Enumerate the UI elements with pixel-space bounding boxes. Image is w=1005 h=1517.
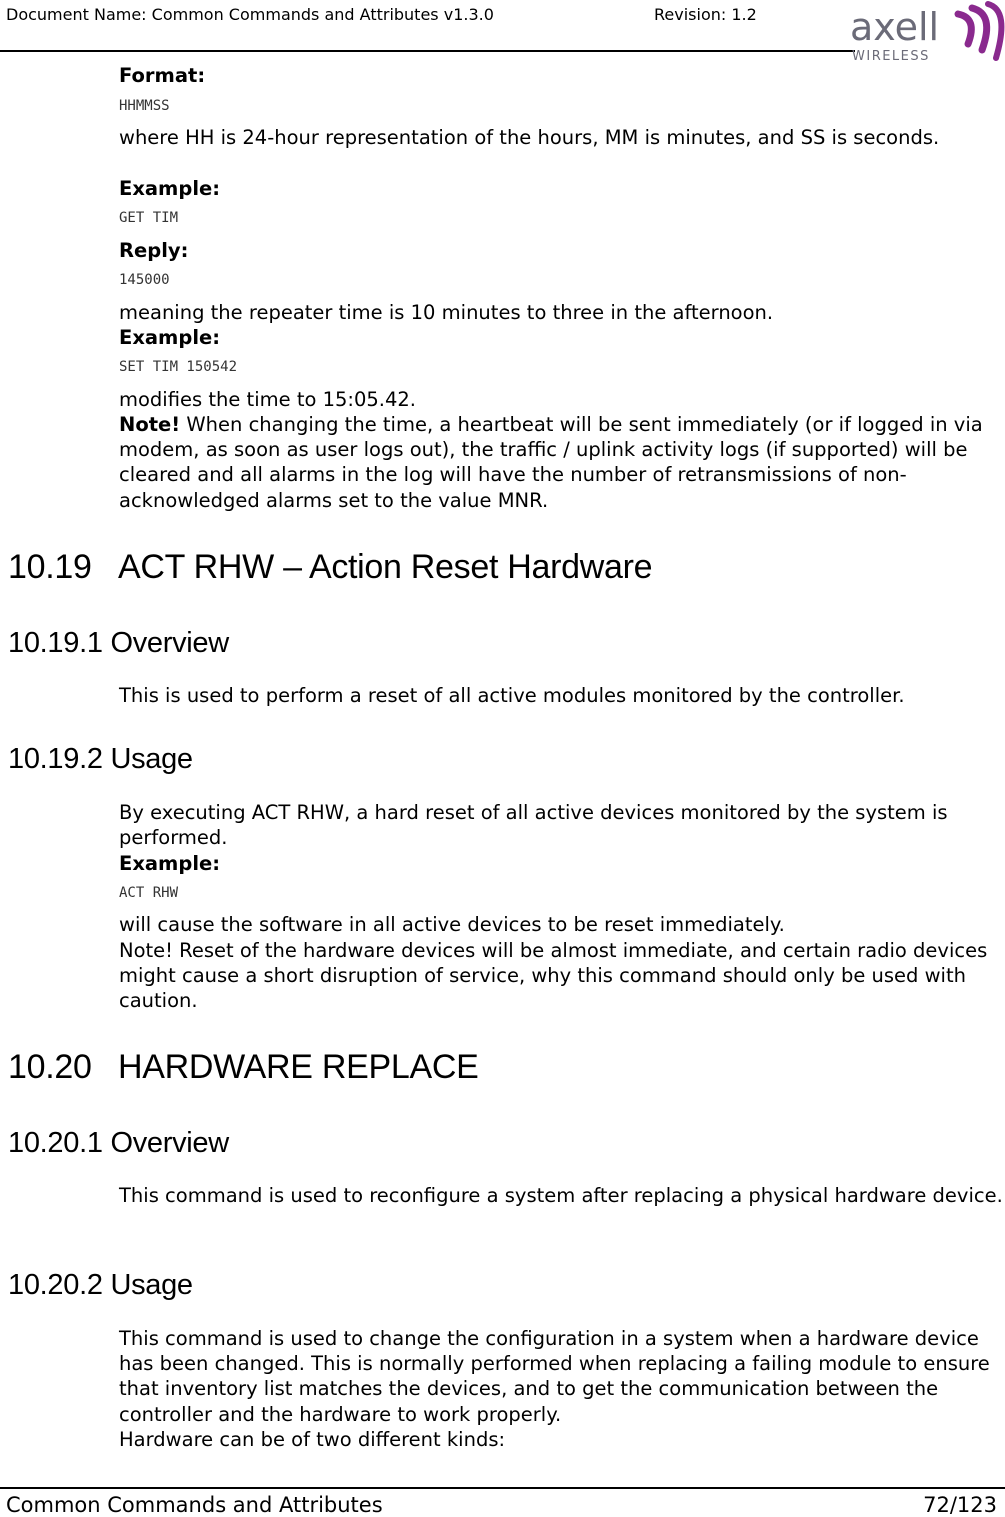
note-text: Note! Reset of the hardware devices will be almost immediate, and certain radio devices might cause a short disruption of service, why this command should only be used with caution. xyxy=(119,939,988,1013)
logo-subtext: WIRELESS xyxy=(852,49,930,64)
example-code: ACT RHW xyxy=(119,885,179,901)
subsection-title: Overview xyxy=(110,627,229,659)
format-description: where HH is 24-hour representation of the hours, MM is minutes, and SS is seconds. xyxy=(119,126,940,149)
overview-text: This command is used to reconfigure a system after replacing a physical hardware device. xyxy=(119,1184,1003,1207)
section-heading xyxy=(8,1048,478,1087)
footer-title: Common Commands and Attributes xyxy=(6,1493,383,1517)
header-document-name: Document Name: Common Commands and Attributes v1.3.0 xyxy=(6,5,494,24)
subsection-title: Overview xyxy=(110,1127,229,1159)
usage-text: By executing ACT RHW, a hard reset of all active devices monitored by the system is performed. xyxy=(119,801,948,850)
section-number: 10.19 xyxy=(8,548,92,586)
example-description: modifies the time to 15:05.42. xyxy=(119,388,416,411)
subsection-number: 10.19.2 xyxy=(8,743,103,775)
header-revision: Revision: 1.2 xyxy=(654,5,757,24)
format-label: Format: xyxy=(119,64,206,87)
section-title: HARDWARE REPLACE xyxy=(118,1048,479,1086)
subsection-heading xyxy=(8,1269,193,1302)
reply-description: meaning the repeater time is 10 minutes to three in the afternoon. xyxy=(119,301,774,324)
subsection-number: 10.20.1 xyxy=(8,1127,103,1159)
note-paragraph xyxy=(119,412,1005,513)
page-number: 72/123 xyxy=(923,1493,997,1517)
reply-code: 145000 xyxy=(119,272,170,288)
section-number: 10.20 xyxy=(8,1048,92,1086)
header-rule xyxy=(0,50,855,52)
section-heading xyxy=(8,548,652,587)
example-label: Example: xyxy=(119,326,221,349)
example-description: will cause the software in all active devices to be reset immediately. xyxy=(119,913,785,936)
usage-text-continued: Hardware can be of two different kinds: xyxy=(119,1428,506,1451)
logo-wordmark: axell xyxy=(850,5,940,49)
note-text: When changing the time, a heartbeat will be sent immediately (or if logged in via modem, as soon as user logs out), the traffic / uplink activity logs (if supported) will be cleared and all alarms in the log will have the number of retransmissions of non-acknowledged alarms set to the value MNR. xyxy=(119,413,983,512)
section-title: ACT RHW – Action Reset Hardware xyxy=(118,548,653,586)
subsection-heading xyxy=(8,1127,229,1160)
logo-swirl-icon xyxy=(958,4,1001,58)
subsection-number: 10.19.1 xyxy=(8,627,103,659)
reply-label: Reply: xyxy=(119,239,189,262)
axell-wireless-logo xyxy=(850,0,1005,66)
subsection-heading xyxy=(8,627,229,660)
format-code: HHMMSS xyxy=(119,98,170,114)
example-code: GET TIM xyxy=(119,210,179,226)
example-label: Example: xyxy=(119,177,221,200)
example-label: Example: xyxy=(119,852,221,875)
usage-text: This command is used to change the configuration in a system when a hardware device has been changed. This is normally performed when replacing a failing module to ensure that inventory list matches the devices, and to get the communication between the controller and the hardware to work properly. xyxy=(119,1327,990,1426)
subsection-heading xyxy=(8,743,193,776)
footer-rule xyxy=(0,1487,1005,1489)
subsection-title: Usage xyxy=(110,1269,193,1301)
overview-text: This is used to perform a reset of all active modules monitored by the controller. xyxy=(119,684,905,707)
subsection-title: Usage xyxy=(110,743,193,775)
subsection-number: 10.20.2 xyxy=(8,1269,103,1301)
note-label: Note! xyxy=(119,413,181,436)
example-code: SET TIM 150542 xyxy=(119,359,238,375)
